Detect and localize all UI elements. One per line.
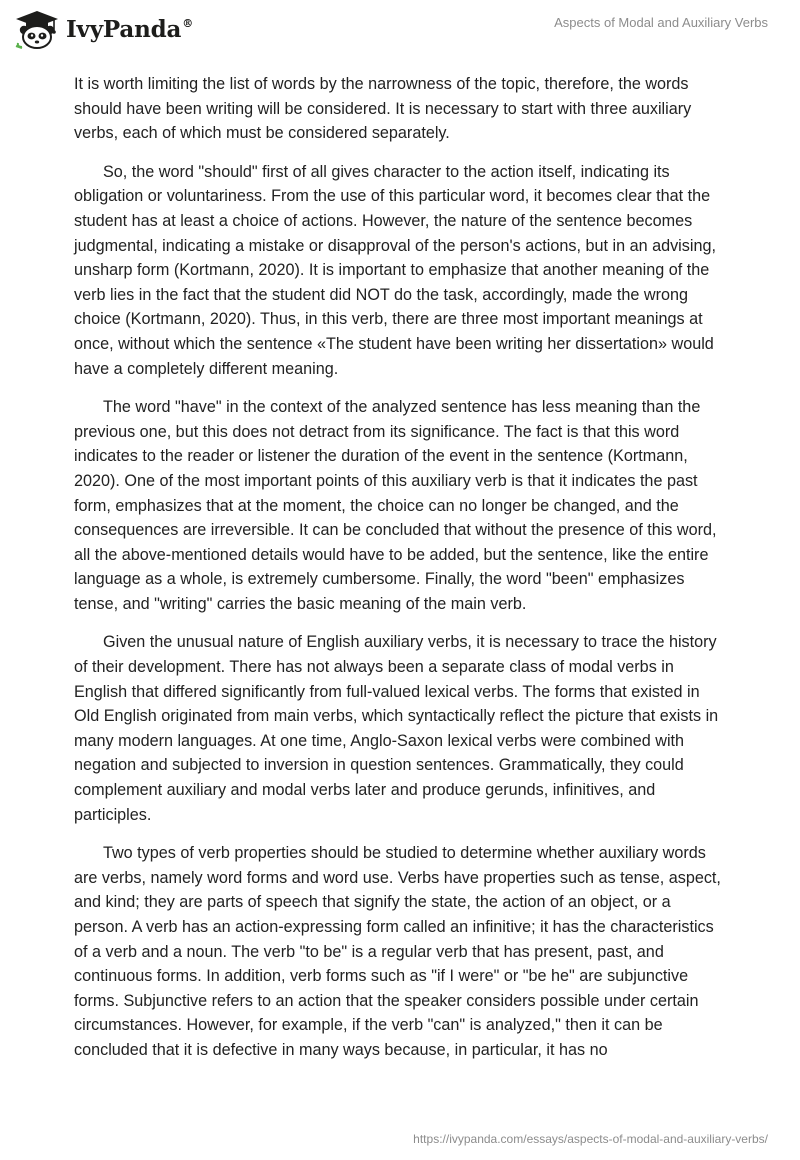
paragraph-4: Given the unusual nature of English auxiliary verbs, it is necessary to trace the history of their development. There has not always been a separate class of modal verbs in English that differed significantly from full-valued lexical verbs. The forms that existed in Old English originated from main verbs, which syntactically reflect the picture that exists in many modern languages. At one time, Anglo-Saxon lexical verbs were combined with negation and subjected to inversion in question sentences. Grammatically, they could complement auxiliary and modal verbs later and produce gerunds, infinitives, and participles. [74, 633, 719, 824]
essay-body [74, 72, 724, 1077]
paragraph-3: The word "have" in the context of the analyzed sentence has less meaning than the previous one, but this does not detract from its significance. The fact is that this word indicates to the reader or listener the duration of the event in the sentence (Kortmann, 2020). One of the most important points of this auxiliary verb is that it indicates the past form, emphasizes that at the moment, the choice can no longer be changed, and the consequences are irreversible. It can be concluded that without the presence of this word, all the above-mentioned details would have to be added, but the sentence, like the entire language as a whole, is extremely cumbersome. Finally, the word "been" emphasizes tense, and "writing" carries the basic meaning of the main verb. [74, 398, 717, 613]
paragraph-5: Two types of verb properties should be studied to determine whether auxiliary words are verbs, namely word forms and word use. Verbs have properties such as tense, aspect, and kind; they are parts of speech that signify the state, the action of an object, or a person. A verb has an action-expressing form called an infinitive; it has the characteristics of a verb and a noun. The verb "to be" is a regular verb that has present, past, and continuous forms. In addition, verb forms such as "if I were" or "be he" are subjunctive forms. Subjunctive refers to an action that the speaker considers possible under certain circumstances. However, for example, if the verb "can" is analyzed," then it can be concluded that it is defective in many ways because, in particular, it has no [74, 844, 721, 1059]
paragraph-2: So, the word "should" first of all gives character to the action itself, indicating its obligation or voluntariness. From the use of this particular word, it becomes clear that the student has at least a choice of actions. However, the nature of the sentence becomes judgmental, indicating a mistake or disapproval of the person's actions, but in an advising, unsharp form (Kortmann, 2020). It is important to emphasize that another meaning of the verb lies in the fact that the student did NOT do the task, accordingly, made the wrong choice (Kortmann, 2020). Thus, in this verb, there are three most important meanings at once, without which the sentence «The student have been writing her dissertation» would have a completely different meaning. [74, 162, 716, 378]
panda-graduate-icon [14, 9, 60, 49]
source-url[interactable]: https://ivypanda.com/essays/aspects-of-modal-and-auxiliary-verbs/ [413, 1132, 768, 1146]
brand-logo[interactable] [14, 9, 193, 49]
document-title: Aspects of Modal and Auxiliary Verbs [554, 15, 768, 30]
registered-mark: ® [182, 16, 193, 30]
paragraph-1: It is worth limiting the list of words by the narrowness of the topic, therefore, the words should have been writing will be considered. It is necessary to start with three auxiliary verbs, each of which must be considered separately. [74, 75, 692, 143]
page-header [0, 0, 800, 60]
brand-name: IvyPanda® [66, 15, 193, 43]
